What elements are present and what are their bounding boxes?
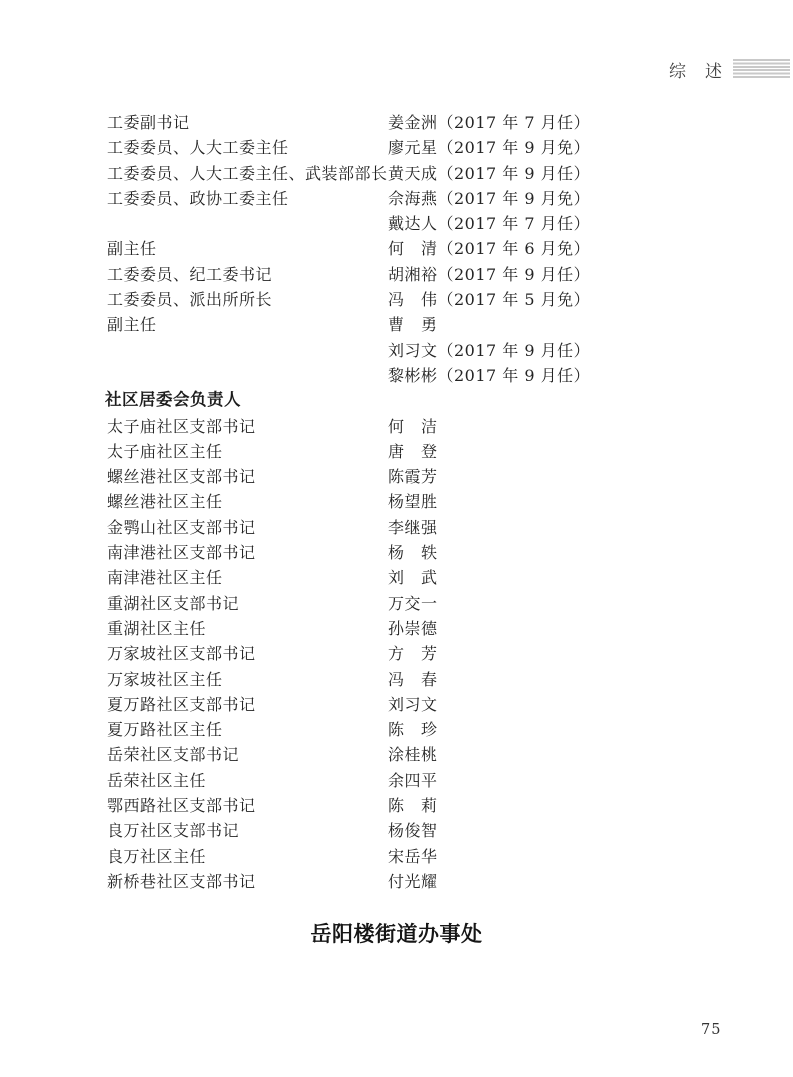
roster-row [107,338,707,363]
person-name: 刘习文（2017 年 9 月任） [388,340,591,360]
person-name: 刘 武 [388,568,438,588]
position-title [107,363,388,388]
person-name: 冯 伟（2017 年 5 月免） [388,290,591,310]
roster-row [107,363,707,388]
rule-lines-decoration [733,59,790,79]
page-number: 75 [701,1022,722,1038]
roster-row [107,565,707,590]
position-title: 新桥巷社区支部书记 [107,871,256,891]
roster-row [107,414,707,439]
roster-row [107,742,707,767]
person-name: 杨望胜 [388,492,438,512]
roster-row [107,236,707,261]
person-name: 李继强 [388,517,438,537]
roster-row [107,439,707,464]
person-name: 戴达人（2017 年 7 月任） [388,214,591,234]
position-title [107,211,388,236]
position-title: 副主任 [107,239,157,259]
position-title: 工委委员、派出所所长 [107,290,273,310]
person-name: 曹 勇 [388,315,438,335]
person-name: 胡湘裕（2017 年 9 月任） [388,264,591,284]
person-name: 杨俊智 [388,821,438,841]
roster-row [107,616,707,641]
roster-row [107,161,707,186]
position-title: 螺丝港社区主任 [107,492,223,512]
roster-row [107,464,707,489]
position-title: 工委副书记 [107,113,190,132]
position-title: 金鹗山社区支部书记 [107,517,256,537]
position-title: 岳荣社区主任 [107,770,207,790]
roster-row [107,667,707,692]
person-name: 付光耀 [388,871,438,891]
roster-row [107,186,707,211]
position-title: 副主任 [107,315,157,335]
roster-row [107,692,707,717]
leadership-roster-list [107,110,707,388]
position-title: 万家坡社区主任 [107,669,223,689]
position-title: 夏万路社区支部书记 [107,694,256,714]
roster-row [107,211,707,236]
roster-row [107,793,707,818]
roster-row [107,312,707,337]
roster-row [107,540,707,565]
roster-row [107,869,707,894]
position-title: 良万社区支部书记 [107,821,240,841]
position-title: 太子庙社区主任 [107,441,223,461]
roster-row [107,818,707,843]
position-title: 重湖社区主任 [107,618,207,638]
person-name: 陈霞芳 [388,467,438,487]
roster-row [107,717,707,742]
position-title: 万家坡社区支部书记 [107,644,256,664]
person-name: 何 洁 [388,416,438,436]
person-name: 唐 登 [388,441,438,461]
person-name: 刘习文 [388,694,438,714]
person-name: 陈 珍 [388,720,438,740]
position-title: 工委委员、政协工委主任 [107,188,289,208]
position-title: 良万社区主任 [107,846,207,866]
roster-row [107,489,707,514]
position-title: 岳荣社区支部书记 [107,745,240,765]
running-head [669,57,790,81]
running-head-title: 综 述 [669,61,723,82]
position-title: 南津港社区主任 [107,568,223,588]
person-name: 廖元星（2017 年 9 月免） [388,138,591,158]
person-name: 余四平 [388,770,438,790]
roster [107,110,707,894]
roster-row [107,844,707,869]
person-name: 方 芳 [388,644,438,664]
person-name: 宋岳华 [388,846,438,866]
person-name: 佘海燕（2017 年 9 月免） [388,188,591,208]
person-name: 陈 莉 [388,796,438,816]
roster-row [107,135,707,160]
roster-row [107,768,707,793]
roster-row [107,515,707,540]
person-name: 孙崇德 [388,618,438,638]
roster-row [107,641,707,666]
position-title: 鄂西路社区支部书记 [107,796,256,816]
roster-row [107,262,707,287]
person-name: 杨 轶 [388,543,438,563]
person-name: 冯 春 [388,669,438,689]
person-name: 姜金洲（2017 年 7 月任） [388,113,591,132]
position-title: 螺丝港社区支部书记 [107,467,256,487]
position-title: 夏万路社区主任 [107,720,223,740]
position-title: 工委委员、人大工委主任、武装部部长 [107,163,388,183]
position-title [107,338,388,363]
roster-row [107,591,707,616]
person-name: 何 清（2017 年 6 月免） [388,239,591,259]
person-name: 万交一 [388,593,438,613]
position-title: 南津港社区支部书记 [107,543,256,563]
position-title: 工委委员、纪工委书记 [107,264,273,284]
person-name: 涂桂桃 [388,745,438,765]
position-title: 工委委员、人大工委主任 [107,138,289,158]
community-roster-list [107,414,707,895]
next-section-heading: 岳阳楼街道办事处 [310,923,483,946]
person-name: 黄天成（2017 年 9 月任） [388,163,591,183]
community-roster-subheading: 社区居委会负责人 [105,391,241,410]
position-title: 重湖社区支部书记 [107,593,240,613]
position-title: 太子庙社区支部书记 [107,416,256,436]
person-name: 黎彬彬（2017 年 9 月任） [388,365,591,385]
roster-row [107,110,707,135]
roster-row [107,287,707,312]
